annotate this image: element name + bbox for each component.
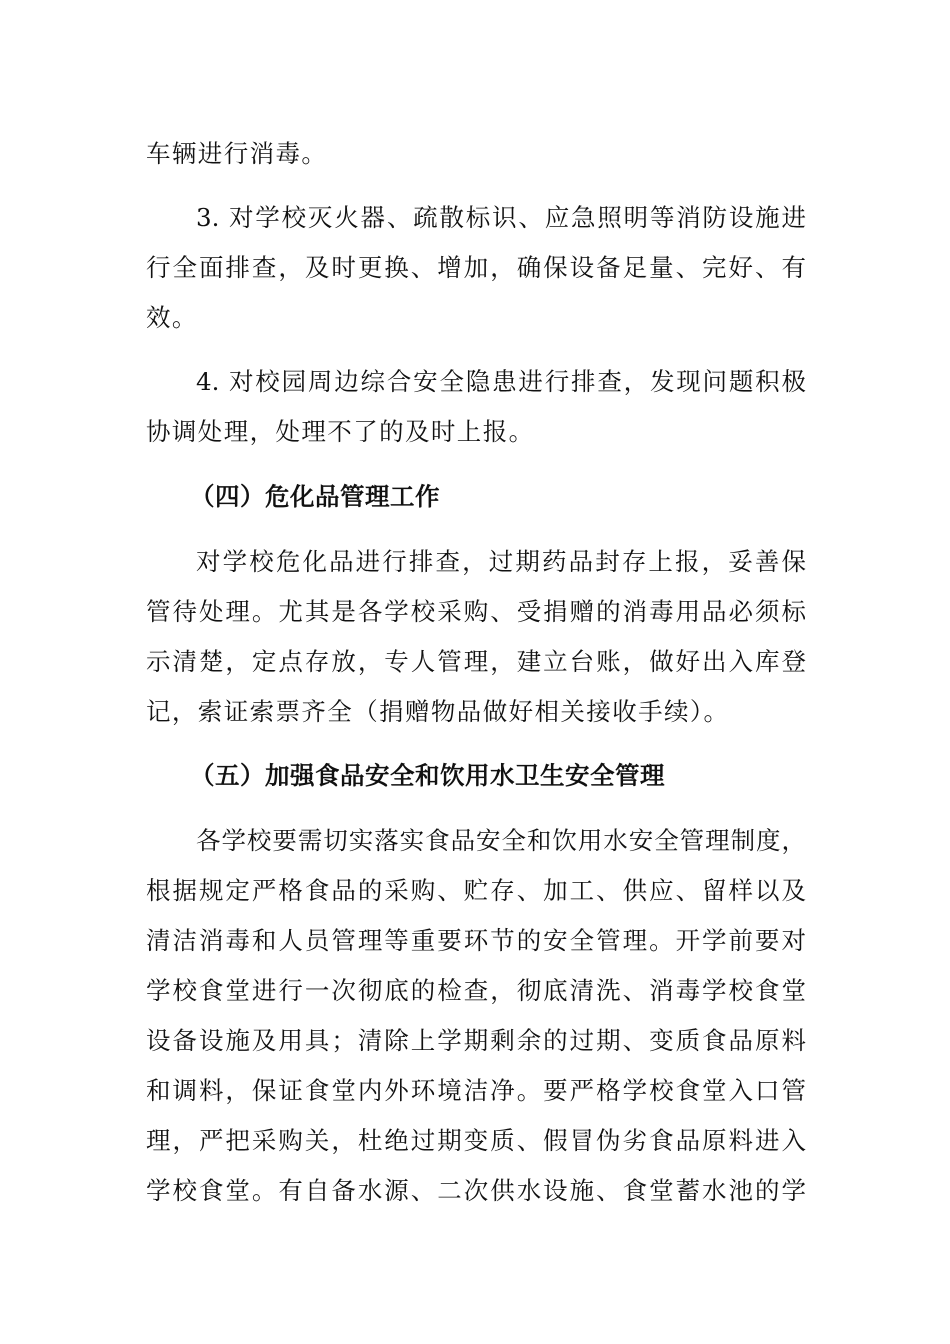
paragraph-line: 理，严把采购关，杜绝过期变质、假冒伪劣食品原料进入 (146, 1126, 806, 1155)
paragraph-line: 记，索证索票齐全（捐赠物品做好相关接收手续）。 (146, 697, 730, 726)
paragraph-line: 效。 (146, 303, 198, 332)
paragraph-line: 管待处理。尤其是各学校采购、受捐赠的消毒用品必须标 (146, 597, 806, 626)
paragraph-line: 各学校要需切实落实食品安全和饮用水安全管理制度， (196, 826, 806, 855)
paragraph-line: 学校食堂进行一次彻底的检查，彻底清洗、消毒学校食堂 (146, 976, 806, 1005)
section-heading: （四）危化品管理工作 (190, 482, 440, 511)
paragraph-line: 清洁消毒和人员管理等重要环节的安全管理。开学前要对 (146, 926, 806, 955)
paragraph-line: 对学校危化品进行排查，过期药品封存上报，妥善保 (196, 547, 806, 576)
paragraph-line: 3. 对学校灭火器、疏散标识、应急照明等消防设施进 (196, 203, 806, 232)
paragraph-line: 车辆进行消毒。 (146, 139, 328, 168)
paragraph-line: 协调处理，处理不了的及时上报。 (146, 417, 535, 446)
paragraph-line: 根据规定严格食品的采购、贮存、加工、供应、留样以及 (146, 876, 806, 905)
paragraph-line: 行全面排查，及时更换、增加，确保设备足量、完好、有 (146, 253, 806, 282)
paragraph-line: 4. 对校园周边综合安全隐患进行排查，发现问题积极 (196, 367, 806, 396)
paragraph-line: 学校食堂。有自备水源、二次供水设施、食堂蓄水池的学 (146, 1176, 806, 1205)
paragraph-line: 示清楚，定点存放，专人管理，建立台账，做好出入库登 (146, 647, 806, 676)
paragraph-line: 和调料，保证食堂内外环境洁净。要严格学校食堂入口管 (146, 1076, 806, 1105)
section-heading: （五）加强食品安全和饮用水卫生安全管理 (190, 761, 665, 790)
paragraph-line: 设备设施及用具；清除上学期剩余的过期、变质食品原料 (146, 1026, 806, 1055)
